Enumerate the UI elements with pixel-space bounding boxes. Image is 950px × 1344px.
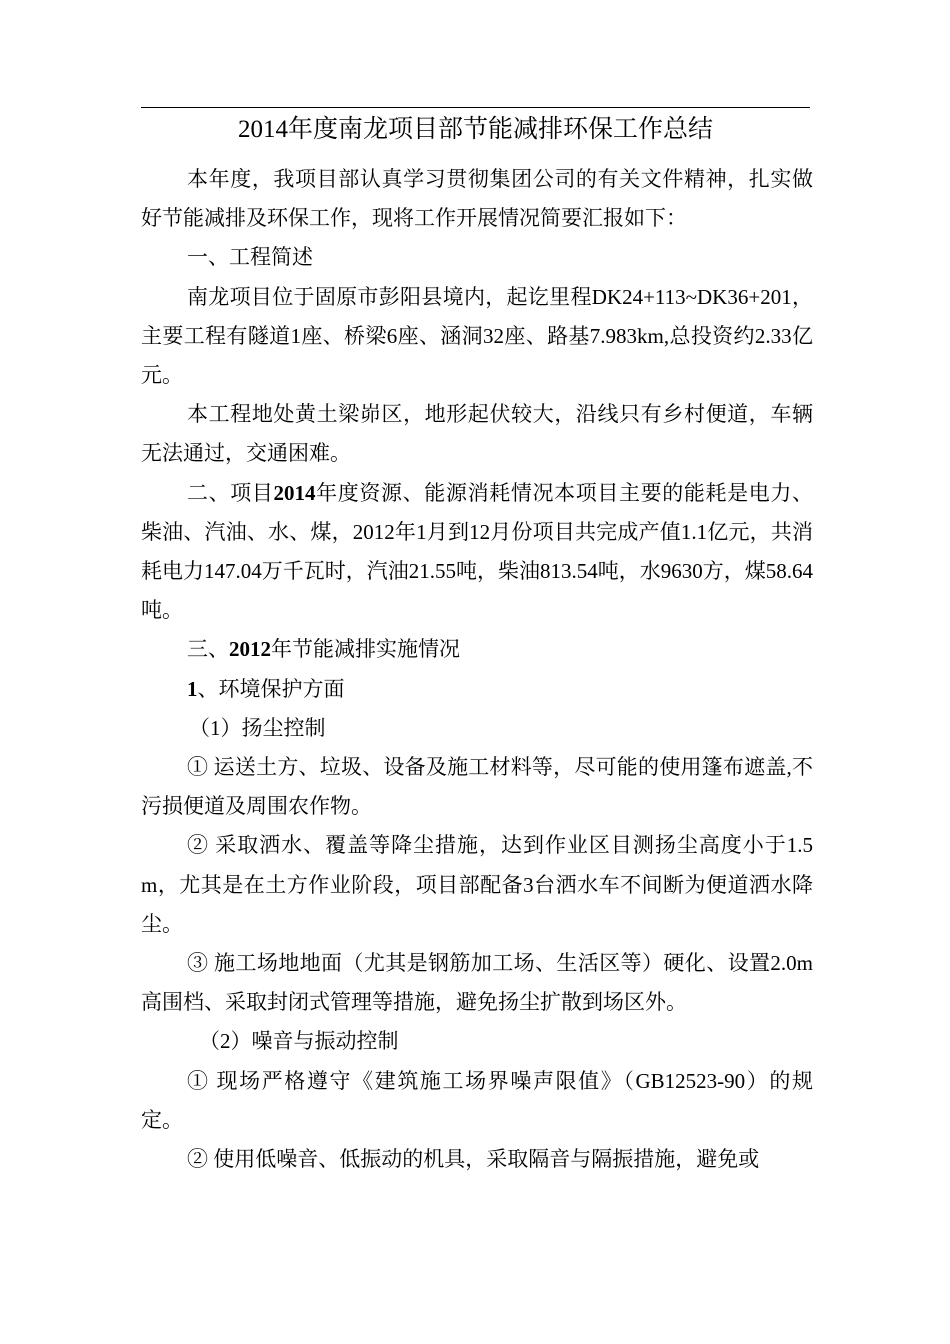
section-2-year: 2014: [273, 480, 316, 505]
dust-item-1: ① 运送土方、垃圾、设备及施工材料等，尽可能的使用篷布遮盖,不污损便道及周围农作物。: [141, 755, 813, 819]
terrain-paragraph: 本工程地处黄土梁峁区，地形起伏较大，沿线只有乡村便道，车辆无法通过，交通困难。: [141, 402, 813, 466]
section-2-prefix: 二、项目: [187, 480, 274, 505]
document-title: 2014年度南龙项目部节能减排环保工作总结: [237, 116, 713, 143]
section-1-heading: 一、工程简述: [187, 245, 313, 270]
project-overview-paragraph: 南龙项目位于固原市彭阳县境内，起讫里程DK24+113~DK36+201，主要工程有隧道1座、桥梁6座、涵洞32座、路基7.983km,总投资约2.33亿元。: [141, 284, 813, 388]
document-body: [141, 160, 813, 1179]
subsection-1-text: 、环境保护方面: [197, 676, 345, 701]
section-3-text: 年节能减排实施情况: [271, 637, 460, 662]
section-2-paragraph: [141, 474, 813, 631]
noise-item-2: ② 使用低噪音、低振动的机具，采取隔音与隔振措施，避免或: [187, 1147, 760, 1172]
section-2-text: 年度资源、能源消耗情况本项目主要的能耗是电力、柴油、汽油、水、煤，2012年1月到12月份项目共完成产值1.1亿元，共消耗电力147.04万千瓦时，汽油21.55吨，柴油813.54吨，水9630方，煤58.64吨。: [141, 480, 814, 623]
dust-item-2: ② 采取洒水、覆盖等降尘措施，达到作业区目测扬尘高度小于1.5m，尤其是在土方作业阶段，项目部配备3台洒水车不间断为便道洒水降尘。: [141, 833, 813, 936]
section-3-heading: [141, 630, 813, 669]
subsection-1-number: 1: [187, 676, 198, 701]
dust-item-3: ③ 施工场地地面（尤其是钢筋加工场、生活区等）硬化、设置2.0m高围档、采取封闭式管理等措施，避免扬尘扩散到场区外。: [141, 951, 813, 1015]
noise-item-1: ① 现场严格遵守《建筑施工场界噪声限值》（GB12523-90）的规定。: [141, 1068, 813, 1132]
subsection-1-heading: [141, 670, 813, 709]
section-3-year: 2012: [229, 637, 271, 662]
intro-paragraph: 本年度，我项目部认真学习贯彻集团公司的有关文件精神，扎实做好节能减排及环保工作，现将工作开展情况简要汇报如下：: [141, 167, 813, 231]
header-rule: [141, 107, 810, 108]
noise-control-heading: （2）噪音与振动控制: [199, 1029, 399, 1054]
section-3-prefix: 三、: [187, 637, 229, 662]
dust-control-heading: （1）扬尘控制: [189, 715, 326, 740]
